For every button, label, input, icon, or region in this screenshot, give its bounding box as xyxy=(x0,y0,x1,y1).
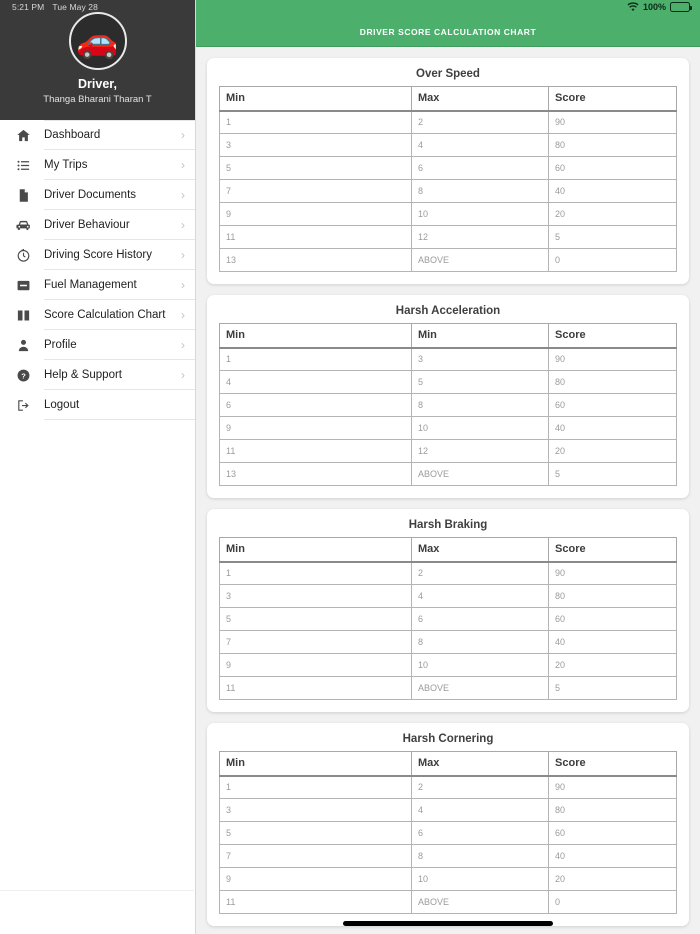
cell-min: 13 xyxy=(220,249,412,272)
cell-max: 2 xyxy=(411,111,548,134)
table-row xyxy=(220,180,677,203)
chevron-right-icon: › xyxy=(181,128,185,142)
sidebar-item-logout[interactable] xyxy=(0,390,195,420)
table-row xyxy=(220,776,677,799)
logout-icon xyxy=(12,394,34,416)
cell-max: ABOVE xyxy=(411,677,548,700)
cell-score: 80 xyxy=(549,585,677,608)
table-row xyxy=(220,348,677,371)
cell-min: 11 xyxy=(220,891,412,914)
sidebar-item-label: My Trips xyxy=(44,159,88,171)
cell-max: 4 xyxy=(411,134,548,157)
cell-min: 5 xyxy=(220,608,412,631)
column-header-max: Max xyxy=(411,752,548,776)
sidebar xyxy=(0,0,196,934)
cell-score: 20 xyxy=(549,203,677,226)
table-header-row xyxy=(220,324,677,348)
chevron-right-icon: › xyxy=(181,188,185,202)
sidebar-item-help-and-support[interactable] xyxy=(0,360,195,390)
column-header-min: Min xyxy=(220,87,412,111)
home-icon xyxy=(12,124,34,146)
table-row xyxy=(220,891,677,914)
cell-min: 4 xyxy=(220,371,412,394)
chevron-right-icon: › xyxy=(181,338,185,352)
card-title: Harsh Acceleration xyxy=(395,305,501,317)
book-icon xyxy=(12,304,34,326)
main-content xyxy=(196,0,700,934)
clock-history-icon xyxy=(12,244,34,266)
sidebar-item-driving-score-history[interactable] xyxy=(0,240,195,270)
table-row xyxy=(220,654,677,677)
cell-max: 6 xyxy=(411,157,548,180)
car-icon xyxy=(12,214,34,236)
cell-max: 8 xyxy=(411,845,548,868)
cell-score: 5 xyxy=(549,677,677,700)
cell-max: ABOVE xyxy=(411,249,548,272)
cell-score: 80 xyxy=(549,371,677,394)
cell-score: 60 xyxy=(549,822,677,845)
status-bar-date: Tue May 28 xyxy=(52,2,98,12)
column-header-score: Score xyxy=(549,87,677,111)
cell-min: 7 xyxy=(220,180,412,203)
cell-min: 13 xyxy=(220,463,412,486)
cell-max: 10 xyxy=(411,868,548,891)
cell-score: 20 xyxy=(549,654,677,677)
cell-score: 90 xyxy=(549,776,677,799)
chevron-right-icon: › xyxy=(181,308,185,322)
cell-min: 5 xyxy=(220,157,412,180)
sidebar-item-driver-documents[interactable] xyxy=(0,180,195,210)
cell-max: 8 xyxy=(411,394,548,417)
cell-score: 60 xyxy=(549,157,677,180)
cell-min: 1 xyxy=(220,348,412,371)
sidebar-item-label: Help & Support xyxy=(44,369,122,381)
cell-min: 9 xyxy=(220,654,412,677)
sidebar-item-my-trips[interactable] xyxy=(0,150,195,180)
table-row xyxy=(220,608,677,631)
table-row xyxy=(220,868,677,891)
cell-score: 90 xyxy=(549,348,677,371)
list-icon xyxy=(12,154,34,176)
cell-min: 1 xyxy=(220,776,412,799)
cell-min: 5 xyxy=(220,822,412,845)
score-card-harsh-cornering xyxy=(207,723,689,926)
score-card-over-speed xyxy=(207,58,689,284)
table-row xyxy=(220,417,677,440)
cell-min: 1 xyxy=(220,562,412,585)
sidebar-item-label: Driving Score History xyxy=(44,249,152,261)
cell-max: 3 xyxy=(411,348,548,371)
status-bar-time: 5:21 PM xyxy=(12,2,45,12)
sidebar-item-label: Fuel Management xyxy=(44,279,137,291)
cell-min: 1 xyxy=(220,111,412,134)
column-header-min: Min xyxy=(220,324,412,348)
chevron-right-icon: › xyxy=(181,278,185,292)
cell-max: ABOVE xyxy=(411,891,548,914)
sidebar-item-label: Dashboard xyxy=(44,129,101,141)
status-bar-right xyxy=(627,2,690,12)
sidebar-header xyxy=(0,0,195,120)
cell-score: 20 xyxy=(549,440,677,463)
column-header-score: Score xyxy=(549,752,677,776)
column-header-min: Min xyxy=(220,752,412,776)
score-table xyxy=(219,86,677,272)
table-row xyxy=(220,463,677,486)
cell-score: 40 xyxy=(549,631,677,654)
cell-max: 5 xyxy=(411,371,548,394)
wifi-icon xyxy=(627,2,639,12)
sidebar-item-profile[interactable] xyxy=(0,330,195,360)
table-row xyxy=(220,134,677,157)
cell-score: 40 xyxy=(549,180,677,203)
driver-role-title: Driver, xyxy=(78,77,117,91)
cell-score: 5 xyxy=(549,226,677,249)
cell-score: 60 xyxy=(549,608,677,631)
cell-max: 10 xyxy=(411,654,548,677)
card-title: Harsh Cornering xyxy=(402,733,494,745)
document-icon xyxy=(12,184,34,206)
cell-min: 11 xyxy=(220,440,412,463)
cell-max: 4 xyxy=(411,585,548,608)
cell-max: 12 xyxy=(411,440,548,463)
cell-max: 4 xyxy=(411,799,548,822)
score-table xyxy=(219,751,677,914)
table-row xyxy=(220,845,677,868)
table-row xyxy=(220,440,677,463)
cell-max: 2 xyxy=(411,776,548,799)
cell-max: ABOVE xyxy=(411,463,548,486)
cell-min: 9 xyxy=(220,868,412,891)
table-row xyxy=(220,249,677,272)
table-row xyxy=(220,631,677,654)
status-bar-left xyxy=(0,2,195,12)
column-header-max: Min xyxy=(411,324,548,348)
table-row xyxy=(220,226,677,249)
cell-score: 40 xyxy=(549,417,677,440)
table-header-row xyxy=(220,538,677,562)
sidebar-item-label: Driver Documents xyxy=(44,189,137,201)
sidebar-item-label: Score Calculation Chart xyxy=(44,309,166,321)
column-header-score: Score xyxy=(549,324,677,348)
table-row xyxy=(220,394,677,417)
cell-max: 2 xyxy=(411,562,548,585)
fuel-card-icon xyxy=(12,274,34,296)
sidebar-item-fuel-management[interactable] xyxy=(0,270,195,300)
card-title: Over Speed xyxy=(416,68,480,80)
cell-min: 11 xyxy=(220,226,412,249)
sidebar-item-label: Driver Behaviour xyxy=(44,219,130,231)
cell-min: 9 xyxy=(220,203,412,226)
cell-score: 60 xyxy=(549,394,677,417)
cell-min: 7 xyxy=(220,845,412,868)
table-row xyxy=(220,111,677,134)
avatar[interactable] xyxy=(69,12,127,70)
cell-min: 9 xyxy=(220,417,412,440)
car-avatar-icon: 🚗 xyxy=(76,22,119,60)
cell-max: 10 xyxy=(411,203,548,226)
cell-score: 0 xyxy=(549,891,677,914)
cell-score: 80 xyxy=(549,134,677,157)
score-table xyxy=(219,537,677,700)
app-header xyxy=(196,0,700,47)
table-row xyxy=(220,585,677,608)
cell-score: 90 xyxy=(549,562,677,585)
cell-min: 6 xyxy=(220,394,412,417)
table-row xyxy=(220,157,677,180)
battery-percent-label: 100% xyxy=(642,2,666,12)
column-header-min: Min xyxy=(220,538,412,562)
battery-full-icon xyxy=(670,2,690,12)
table-row xyxy=(220,822,677,845)
sidebar-item-label: Profile xyxy=(44,339,77,351)
cell-score: 90 xyxy=(549,111,677,134)
cell-max: 10 xyxy=(411,417,548,440)
driver-user-name: Thanga Bharani Tharan T xyxy=(43,94,152,105)
home-indicator[interactable] xyxy=(343,921,553,926)
question-circle-icon xyxy=(12,364,34,386)
score-card-harsh-acceleration xyxy=(207,295,689,498)
card-title: Harsh Braking xyxy=(408,519,488,531)
sidebar-item-label: Logout xyxy=(44,399,80,411)
table-row xyxy=(220,562,677,585)
chevron-right-icon: › xyxy=(181,158,185,172)
chevron-right-icon: › xyxy=(181,218,185,232)
cell-max: 12 xyxy=(411,226,548,249)
table-row xyxy=(220,203,677,226)
table-row xyxy=(220,799,677,822)
table-row xyxy=(220,371,677,394)
column-header-score: Score xyxy=(549,538,677,562)
chart-scroll-area[interactable] xyxy=(196,47,700,934)
column-header-max: Max xyxy=(411,87,548,111)
person-icon xyxy=(12,334,34,356)
chevron-right-icon: › xyxy=(181,368,185,382)
cell-score: 20 xyxy=(549,868,677,891)
page-title: DRIVER SCORE CALCULATION CHART xyxy=(359,27,537,37)
sidebar-item-score-calculation-chart[interactable] xyxy=(0,300,195,330)
cell-score: 5 xyxy=(549,463,677,486)
cell-score: 80 xyxy=(549,799,677,822)
sidebar-menu xyxy=(0,120,195,934)
sidebar-divider xyxy=(0,890,194,891)
svg-text:?: ? xyxy=(20,370,26,380)
table-header-row xyxy=(220,752,677,776)
cell-max: 6 xyxy=(411,608,548,631)
sidebar-item-dashboard[interactable] xyxy=(0,120,195,150)
column-header-max: Max xyxy=(411,538,548,562)
cell-score: 40 xyxy=(549,845,677,868)
table-header-row xyxy=(220,87,677,111)
cell-min: 3 xyxy=(220,585,412,608)
cell-min: 11 xyxy=(220,677,412,700)
table-row xyxy=(220,677,677,700)
score-table xyxy=(219,323,677,486)
score-card-harsh-braking xyxy=(207,509,689,712)
sidebar-item-driver-behaviour[interactable] xyxy=(0,210,195,240)
cell-max: 6 xyxy=(411,822,548,845)
cell-max: 8 xyxy=(411,180,548,203)
cell-max: 8 xyxy=(411,631,548,654)
cell-min: 3 xyxy=(220,134,412,157)
cell-min: 3 xyxy=(220,799,412,822)
chevron-right-icon: › xyxy=(181,248,185,262)
cell-score: 0 xyxy=(549,249,677,272)
cell-min: 7 xyxy=(220,631,412,654)
